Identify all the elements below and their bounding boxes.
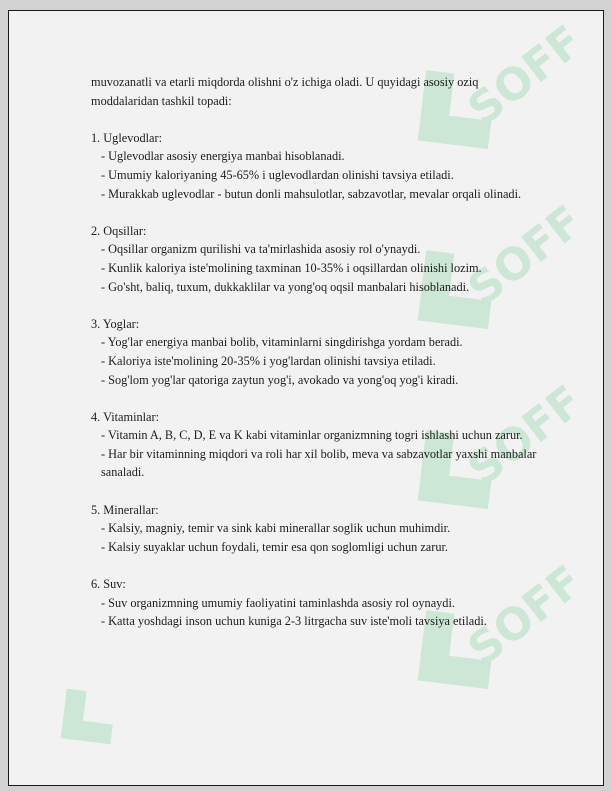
watermark-label: SOFF xyxy=(458,15,593,136)
intro-paragraph: muvozanatli va etarli miqdorda olishni o'z ichiga oladi. U quyidagi asosiy oziq moddalaridan tashkil topadi: xyxy=(91,75,479,108)
list-item: - Kunlik kaloriya iste'molining taxminan 10-35% i oqsillardan olinishi lozim. xyxy=(101,260,482,275)
watermark-label: SOFF xyxy=(458,555,593,676)
section-carbohydrates xyxy=(91,129,541,203)
watermark-label: SOFF xyxy=(458,375,593,496)
list-item: - Go'sht, baliq, tuxum, dukkaklilar va yong'oq oqsil manbalari hisoblanadi. xyxy=(101,279,470,294)
section-heading: 3. Yoglar: xyxy=(91,316,140,331)
list-item: - Kalsiy suyaklar uchun foydali, temir esa qon soglomligi uchun zarur. xyxy=(101,539,448,554)
section-fats xyxy=(91,315,541,389)
list-item: - Suv organizmning umumiy faoliyatini taminlashda asosiy rol oynaydi. xyxy=(101,595,455,610)
section-water xyxy=(91,575,541,631)
document-page xyxy=(8,10,604,786)
list-item: - Yog'lar energiya manbai bolib, vitaminlarni singdirishga yordam beradi. xyxy=(101,335,463,350)
watermark-label: SOFF xyxy=(458,195,593,316)
list-item: - Kalsiy, magniy, temir va sink kabi minerallar soglik uchun muhimdir. xyxy=(101,521,451,536)
list-item: - Sog'lom yog'lar qatoriga zaytun yog'i, avokado va yong'oq yog'i kiradi. xyxy=(101,372,459,387)
section-minerals xyxy=(91,501,541,557)
document-body xyxy=(91,73,541,631)
list-item: - Murakkab uglevodlar - butun donli mahsulotlar, sabzavotlar, mevalar orqali olinadi. xyxy=(101,186,522,201)
section-proteins xyxy=(91,222,541,296)
section-heading: 4. Vitaminlar: xyxy=(91,409,160,424)
list-item: - Katta yoshdagi inson uchun kuniga 2-3 litrgacha suv iste'moli tavsiya etiladi. xyxy=(101,614,487,629)
list-item: - Vitamin A, B, C, D, E va K kabi vitaminlar organizmning togri ishlashi uchun zarur. xyxy=(101,428,523,443)
section-heading: 6. Suv: xyxy=(91,577,126,592)
list-item: - Kaloriya iste'molining 20-35% i yog'lardan olinishi tavsiya etiladi. xyxy=(101,353,436,368)
list-item: - Umumiy kaloriyaning 45-65% i uglevodlardan olinishi tavsiya etiladi. xyxy=(101,167,454,182)
watermark-logo-icon xyxy=(49,661,169,767)
list-item: - Har bir vitaminning miqdori va roli har xil bolib, meva va sabzavotlar yaxshi manbalar sanaladi. xyxy=(101,446,537,480)
list-item: - Oqsillar organizm qurilishi va ta'mirlashida asosiy rol o'ynaydi. xyxy=(101,242,421,257)
section-vitamins xyxy=(91,408,541,482)
section-heading: 5. Minerallar: xyxy=(91,502,159,517)
section-heading: 2. Oqsillar: xyxy=(91,223,147,238)
section-heading: 1. Uglevodlar: xyxy=(91,130,163,145)
list-item: - Uglevodlar asosiy energiya manbai hisoblanadi. xyxy=(101,149,345,164)
